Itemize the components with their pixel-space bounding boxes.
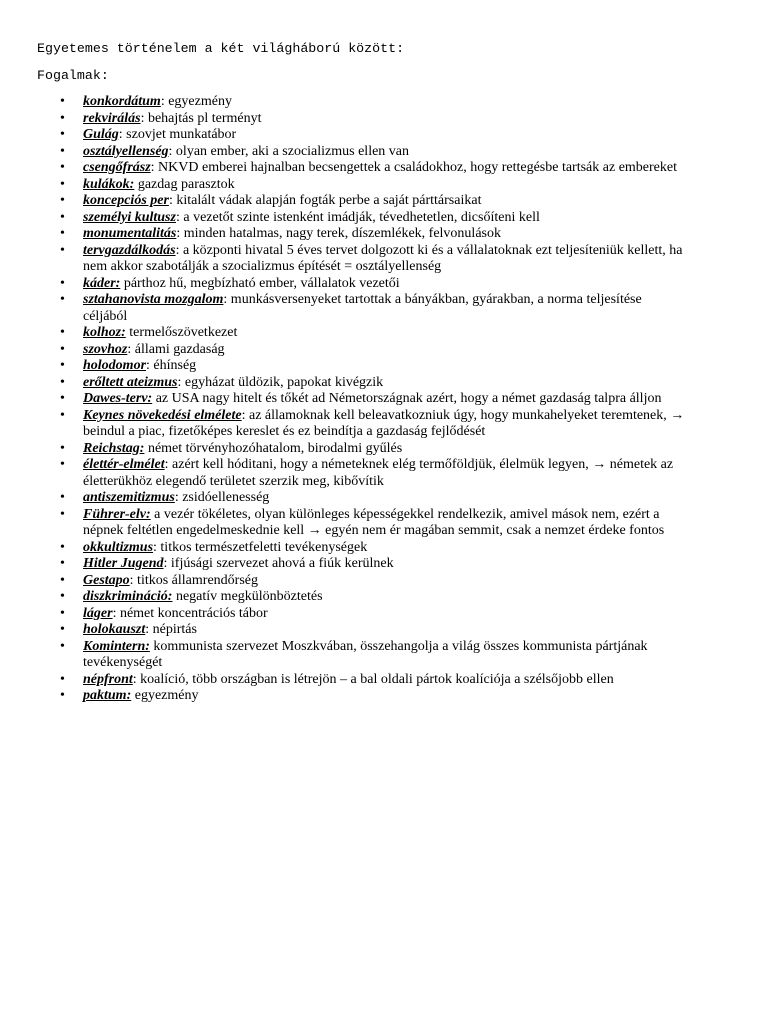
term-name: monumentalitás xyxy=(83,226,177,241)
term-list-item xyxy=(60,292,685,325)
term-definition: : az államoknak kell beleavatkozniuk úgy, hogy munkahelyeket teremtenek, → beindul a piac, fizetőképes kereslet és ez beindítja a gazdaság fejlődését xyxy=(83,407,685,439)
term-definition: negatív megkülönböztetés xyxy=(172,589,323,604)
term-list-item xyxy=(60,441,685,458)
bullet-icon: • xyxy=(60,374,65,390)
section-heading: Fogalmak: xyxy=(37,68,109,83)
term-name: erőltett ateizmus xyxy=(83,374,178,390)
bullet-icon: • xyxy=(60,193,65,208)
bullet-icon: • xyxy=(60,127,65,142)
term-list-item xyxy=(60,408,685,441)
bullet-icon: • xyxy=(60,556,65,571)
term-list-item xyxy=(60,144,685,161)
bullet-icon: • xyxy=(60,143,65,159)
term-name: élettér-elmélet xyxy=(83,457,165,472)
bullet-icon: • xyxy=(60,176,65,192)
term-list-item xyxy=(60,127,685,144)
term-name: kulákok: xyxy=(83,176,135,192)
term-definition: : behajtás pl terményt xyxy=(140,110,262,126)
term-name: Gulág xyxy=(83,127,119,142)
bullet-icon: • xyxy=(60,457,65,472)
bullet-icon: • xyxy=(60,407,65,423)
bullet-icon: • xyxy=(60,110,65,126)
term-name: Keynes növekedési elmélete xyxy=(83,407,242,423)
term-name: Führer-elv: xyxy=(83,506,151,522)
document-title: Egyetemes történelem a két világháború között: xyxy=(37,41,405,56)
bullet-icon: • xyxy=(60,638,65,654)
term-list-item xyxy=(60,210,685,227)
term-name: Reichstag: xyxy=(83,440,145,456)
term-definition: : olyan ember, aki a szocializmus ellen van xyxy=(168,143,410,159)
term-list-item xyxy=(60,606,685,623)
term-definition: : NKVD emberei hajnalban becsengettek a családokhoz, hogy rettegésbe tartsák az embereket xyxy=(150,160,677,175)
term-name: holodomor xyxy=(83,358,147,373)
term-definition: : ifjúsági szervezet ahová a fiúk kerülnek xyxy=(163,556,394,571)
term-definition: a vezér tökéletes, olyan különleges képességekkel rendelkezik, amivel mások nem, ezért a népnek feltétlen engedelmeskednie kell → egyén nem ér magában semmit, csak a nemzet érdeke fontos xyxy=(83,506,665,538)
bullet-icon: • xyxy=(60,391,65,406)
bullet-icon: • xyxy=(60,506,65,522)
term-list-item xyxy=(60,507,685,540)
bullet-icon: • xyxy=(60,275,65,291)
term-list-item xyxy=(60,94,685,111)
bullet-icon: • xyxy=(60,440,65,456)
term-list-item xyxy=(60,457,685,490)
term-definition: : kitalált vádak alapján fogták perbe a saját párttársaikat xyxy=(168,193,482,208)
term-name: antiszemitizmus xyxy=(83,490,175,505)
term-list-item xyxy=(60,573,685,590)
term-list-item xyxy=(60,589,685,606)
term-name: személyi kultusz xyxy=(83,209,176,225)
term-list-item xyxy=(60,325,685,342)
term-name: koncepciós per xyxy=(83,193,169,208)
term-definition: : népirtás xyxy=(145,622,197,637)
term-name: holokauszt xyxy=(83,622,146,637)
term-list-item xyxy=(60,160,685,177)
term-definition: termelőszövetkezet xyxy=(125,325,238,340)
term-list-item xyxy=(60,688,685,705)
term-definition: : szovjet munkatábor xyxy=(118,127,237,142)
term-definition: : titkos természetfeletti tevékenységek xyxy=(153,539,368,555)
term-list-item xyxy=(60,622,685,639)
term-name: káder: xyxy=(83,275,121,291)
bullet-icon: • xyxy=(60,325,65,340)
bullet-icon: • xyxy=(60,688,65,703)
term-definition: kommunista szervezet Moszkvában, összehangolja a világ összes kommunista pártjának tevékenységét xyxy=(83,638,648,670)
term-list-item xyxy=(60,276,685,293)
term-name: Komintern: xyxy=(83,638,150,654)
term-list-item xyxy=(60,342,685,359)
term-definition: egyezmény xyxy=(131,688,199,703)
term-definition: : éhínség xyxy=(146,358,197,373)
term-name: csengőfrász xyxy=(83,160,151,175)
term-definition: német törvényhozóhatalom, birodalmi gyűlés xyxy=(144,440,403,456)
bullet-icon: • xyxy=(60,605,65,621)
bullet-icon: • xyxy=(60,539,65,555)
term-definition: : a vezetőt szinte istenként imádják, tévedhetetlen, dicsőíteni kell xyxy=(175,209,540,225)
term-list-item xyxy=(60,177,685,194)
bullet-icon: • xyxy=(60,242,65,258)
term-list-item xyxy=(60,358,685,375)
bullet-icon: • xyxy=(60,341,65,357)
term-definition: : egyezmény xyxy=(160,94,232,109)
term-list-item xyxy=(60,639,685,672)
term-definition: az USA nagy hitelt és tőkét ad Németországnak azért, hogy a német gazdaság talpra álljon xyxy=(152,391,662,406)
term-list-item xyxy=(60,111,685,128)
term-definition: : munkásversenyeket tartottak a bányákban, gyárakban, a norma teljesítése céljából xyxy=(83,292,642,324)
term-list-item xyxy=(60,193,685,210)
term-list-item xyxy=(60,391,685,408)
bullet-icon: • xyxy=(60,490,65,505)
term-name: láger xyxy=(83,605,113,621)
term-list-item xyxy=(60,540,685,557)
bullet-icon: • xyxy=(60,358,65,373)
term-name: konkordátum xyxy=(83,94,161,109)
term-definition: : állami gazdaság xyxy=(127,341,225,357)
term-list-item xyxy=(60,375,685,392)
bullet-icon: • xyxy=(60,160,65,175)
term-definition: : német koncentrációs tábor xyxy=(112,605,268,621)
term-definition: : minden hatalmas, nagy terek, díszemlékek, felvonulások xyxy=(176,226,501,241)
term-definition: : zsidóellenesség xyxy=(174,490,270,505)
term-definition: gazdag parasztok xyxy=(134,176,235,192)
term-name: népfront xyxy=(83,671,133,687)
term-definition: : a központi hivatal 5 éves tervet dolgozott ki és a vállalatoknak ezt teljesíteniük kellett, ha nem akkor szabotálják a szocializmus építését = osztályellenség xyxy=(83,242,683,274)
term-list-item xyxy=(60,243,685,276)
term-definition: : titkos államrendőrség xyxy=(129,572,258,588)
bullet-icon: • xyxy=(60,292,65,307)
term-name: osztályellenség xyxy=(83,143,169,159)
bullet-icon: • xyxy=(60,589,65,604)
term-name: kolhoz: xyxy=(83,325,126,340)
term-definition: párthoz hű, megbízható ember, vállalatok vezetői xyxy=(120,275,400,291)
term-name: paktum: xyxy=(83,688,132,703)
term-list-item xyxy=(60,672,685,689)
term-definition: : koalíció, több országban is létrejön – a bal oldali pártok koalíciója a szélsőjobb ellen xyxy=(132,671,614,687)
term-list-item xyxy=(60,490,685,507)
bullet-icon: • xyxy=(60,94,65,109)
term-name: okkultizmus xyxy=(83,539,154,555)
term-name: sztahanovista mozgalom xyxy=(83,292,224,307)
term-name: diszkrimináció: xyxy=(83,589,173,604)
bullet-icon: • xyxy=(60,671,65,687)
term-list-item xyxy=(60,556,685,573)
term-name: Gestapo xyxy=(83,572,130,588)
term-definition: : egyházat üldözik, papokat kivégzik xyxy=(177,374,384,390)
term-name: Hitler Jugend xyxy=(83,556,164,571)
term-definition: : azért kell hóditani, hogy a németeknek elég termőföldjük, élelmük legyen, → németek az életterükhöz elegendő területet szerzik meg, kibővítik xyxy=(83,457,674,489)
term-list xyxy=(60,94,685,705)
term-list-item xyxy=(60,226,685,243)
term-name: szovhoz xyxy=(83,341,128,357)
bullet-icon: • xyxy=(60,622,65,637)
bullet-icon: • xyxy=(60,226,65,241)
bullet-icon: • xyxy=(60,209,65,225)
bullet-icon: • xyxy=(60,572,65,588)
term-name: rekvirálás xyxy=(83,110,141,126)
term-name: Dawes-terv: xyxy=(83,391,153,406)
term-name: tervgazdálkodás xyxy=(83,242,176,258)
